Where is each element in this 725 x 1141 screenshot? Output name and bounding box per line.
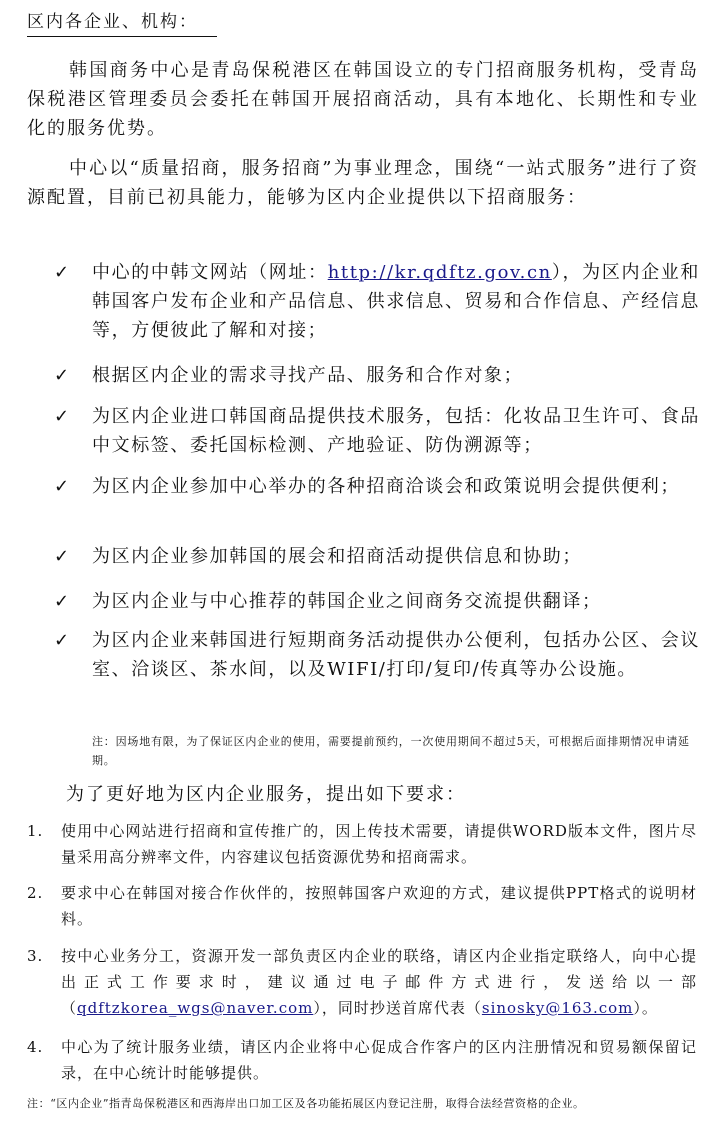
email-link-contact[interactable]: qdftzkorea_wgs@naver.com [77,999,314,1017]
requirement-item [27,880,697,932]
service-item [54,361,700,390]
intro-paragraph-2: 中心以“质量招商，服务招商”为事业理念，围绕“一站式服务”进行了资源配置，目前已初具能力，能够为区内企业提供以下招商服务： [27,158,699,208]
service-text: 为区内企业参加韩国的展会和招商活动提供信息和协助； [92,546,582,567]
requirement-number: 2. [27,884,44,902]
service-item [54,587,700,616]
requirement-item [27,1034,697,1086]
requirement-text: ），同时抄送首席代表（ [313,999,482,1017]
email-link-chief[interactable]: sinosky@163.com [481,999,634,1017]
check-icon: ✓ [54,630,71,651]
requirement-text: 要求中心在韩国对接合作伙伴的，按照韩国客户欢迎的方式，建议提供PPT格式的说明材料。 [61,884,697,928]
service-text: 为区内企业来韩国进行短期商务活动提供办公便利，包括办公区、会议室、洽谈区、茶水间，以及WIFI/打印/复印/传真等办公设施。 [92,630,700,680]
requirement-number: 3. [27,947,44,965]
requirement-item [27,818,697,870]
requirement-text: 按中心业务分工，资源开发一部负责区内企业的联络，请区内企业指定联络人，向中心提出正式工作要求时，建议通过电子邮件方式进行，发送给以一部（ [61,947,697,1017]
requirement-item [27,943,697,1021]
check-icon: ✓ [54,262,71,283]
service-item [54,542,700,571]
footnote: 注：“区内企业”指青岛保税港区和西海岸出口加工区及各功能拓展区内登记注册，取得合法经营资格的企业。 [27,1097,585,1110]
service-text: ），为区内企业和韩国客户发布企业和产品信息、供求信息、贸易和合作信息、产经信息等，方便彼此了解和对接； [92,262,700,341]
service-item [54,402,700,460]
requirement-text: ）。 [633,999,658,1017]
service-item [54,626,700,684]
heading-underline [27,36,217,37]
check-icon: ✓ [54,591,71,612]
requirement-text: 使用中心网站进行招商和宣传推广的，因上传技术需要，请提供WORD版本文件，图片尽量采用高分辨率文件，内容建议包括资源优势和招商需求。 [61,822,697,866]
check-icon: ✓ [54,406,71,427]
service-text: 中心的中韩文网站（网址： [92,262,328,283]
space-note: 注：因场地有限，为了保证区内企业的使用，需要提前预约，一次使用期间不超过5天，可根据后面排期情况申请延期。 [92,735,690,767]
check-icon: ✓ [54,365,71,386]
intro-paragraph-1: 韩国商务中心是青岛保税港区在韩国设立的专门招商服务机构，受青岛保税港区管理委员会委托在韩国开展招商活动，具有本地化、长期性和专业化的服务优势。 [27,60,699,139]
website-link[interactable]: http://kr.qdftz.gov.cn [327,262,552,283]
service-item [54,258,700,345]
service-text: 为区内企业进口韩国商品提供技术服务，包括：化妆品卫生许可、食品中文标签、委托国标检测、产地验证、防伪溯源等； [92,406,700,456]
service-text: 为区内企业与中心推荐的韩国企业之间商务交流提供翻译； [92,591,602,612]
requirement-text: 中心为了统计服务业绩，请区内企业将中心促成合作客户的区内注册情况和贸易额保留记录，在中心统计时能够提供。 [61,1038,697,1082]
service-item [54,472,700,501]
service-text: 根据区内企业的需求寻找产品、服务和合作对象； [92,365,524,386]
check-icon: ✓ [54,546,71,567]
service-text: 为区内企业参加中心举办的各种招商洽谈会和政策说明会提供便利； [92,476,680,497]
document-heading: 区内各企业、机构： [27,12,198,32]
requirement-number: 4. [27,1038,44,1056]
requirement-number: 1. [27,822,44,840]
check-icon: ✓ [54,476,71,497]
requirements-intro: 为了更好地为区内企业服务，提出如下要求： [66,784,466,805]
